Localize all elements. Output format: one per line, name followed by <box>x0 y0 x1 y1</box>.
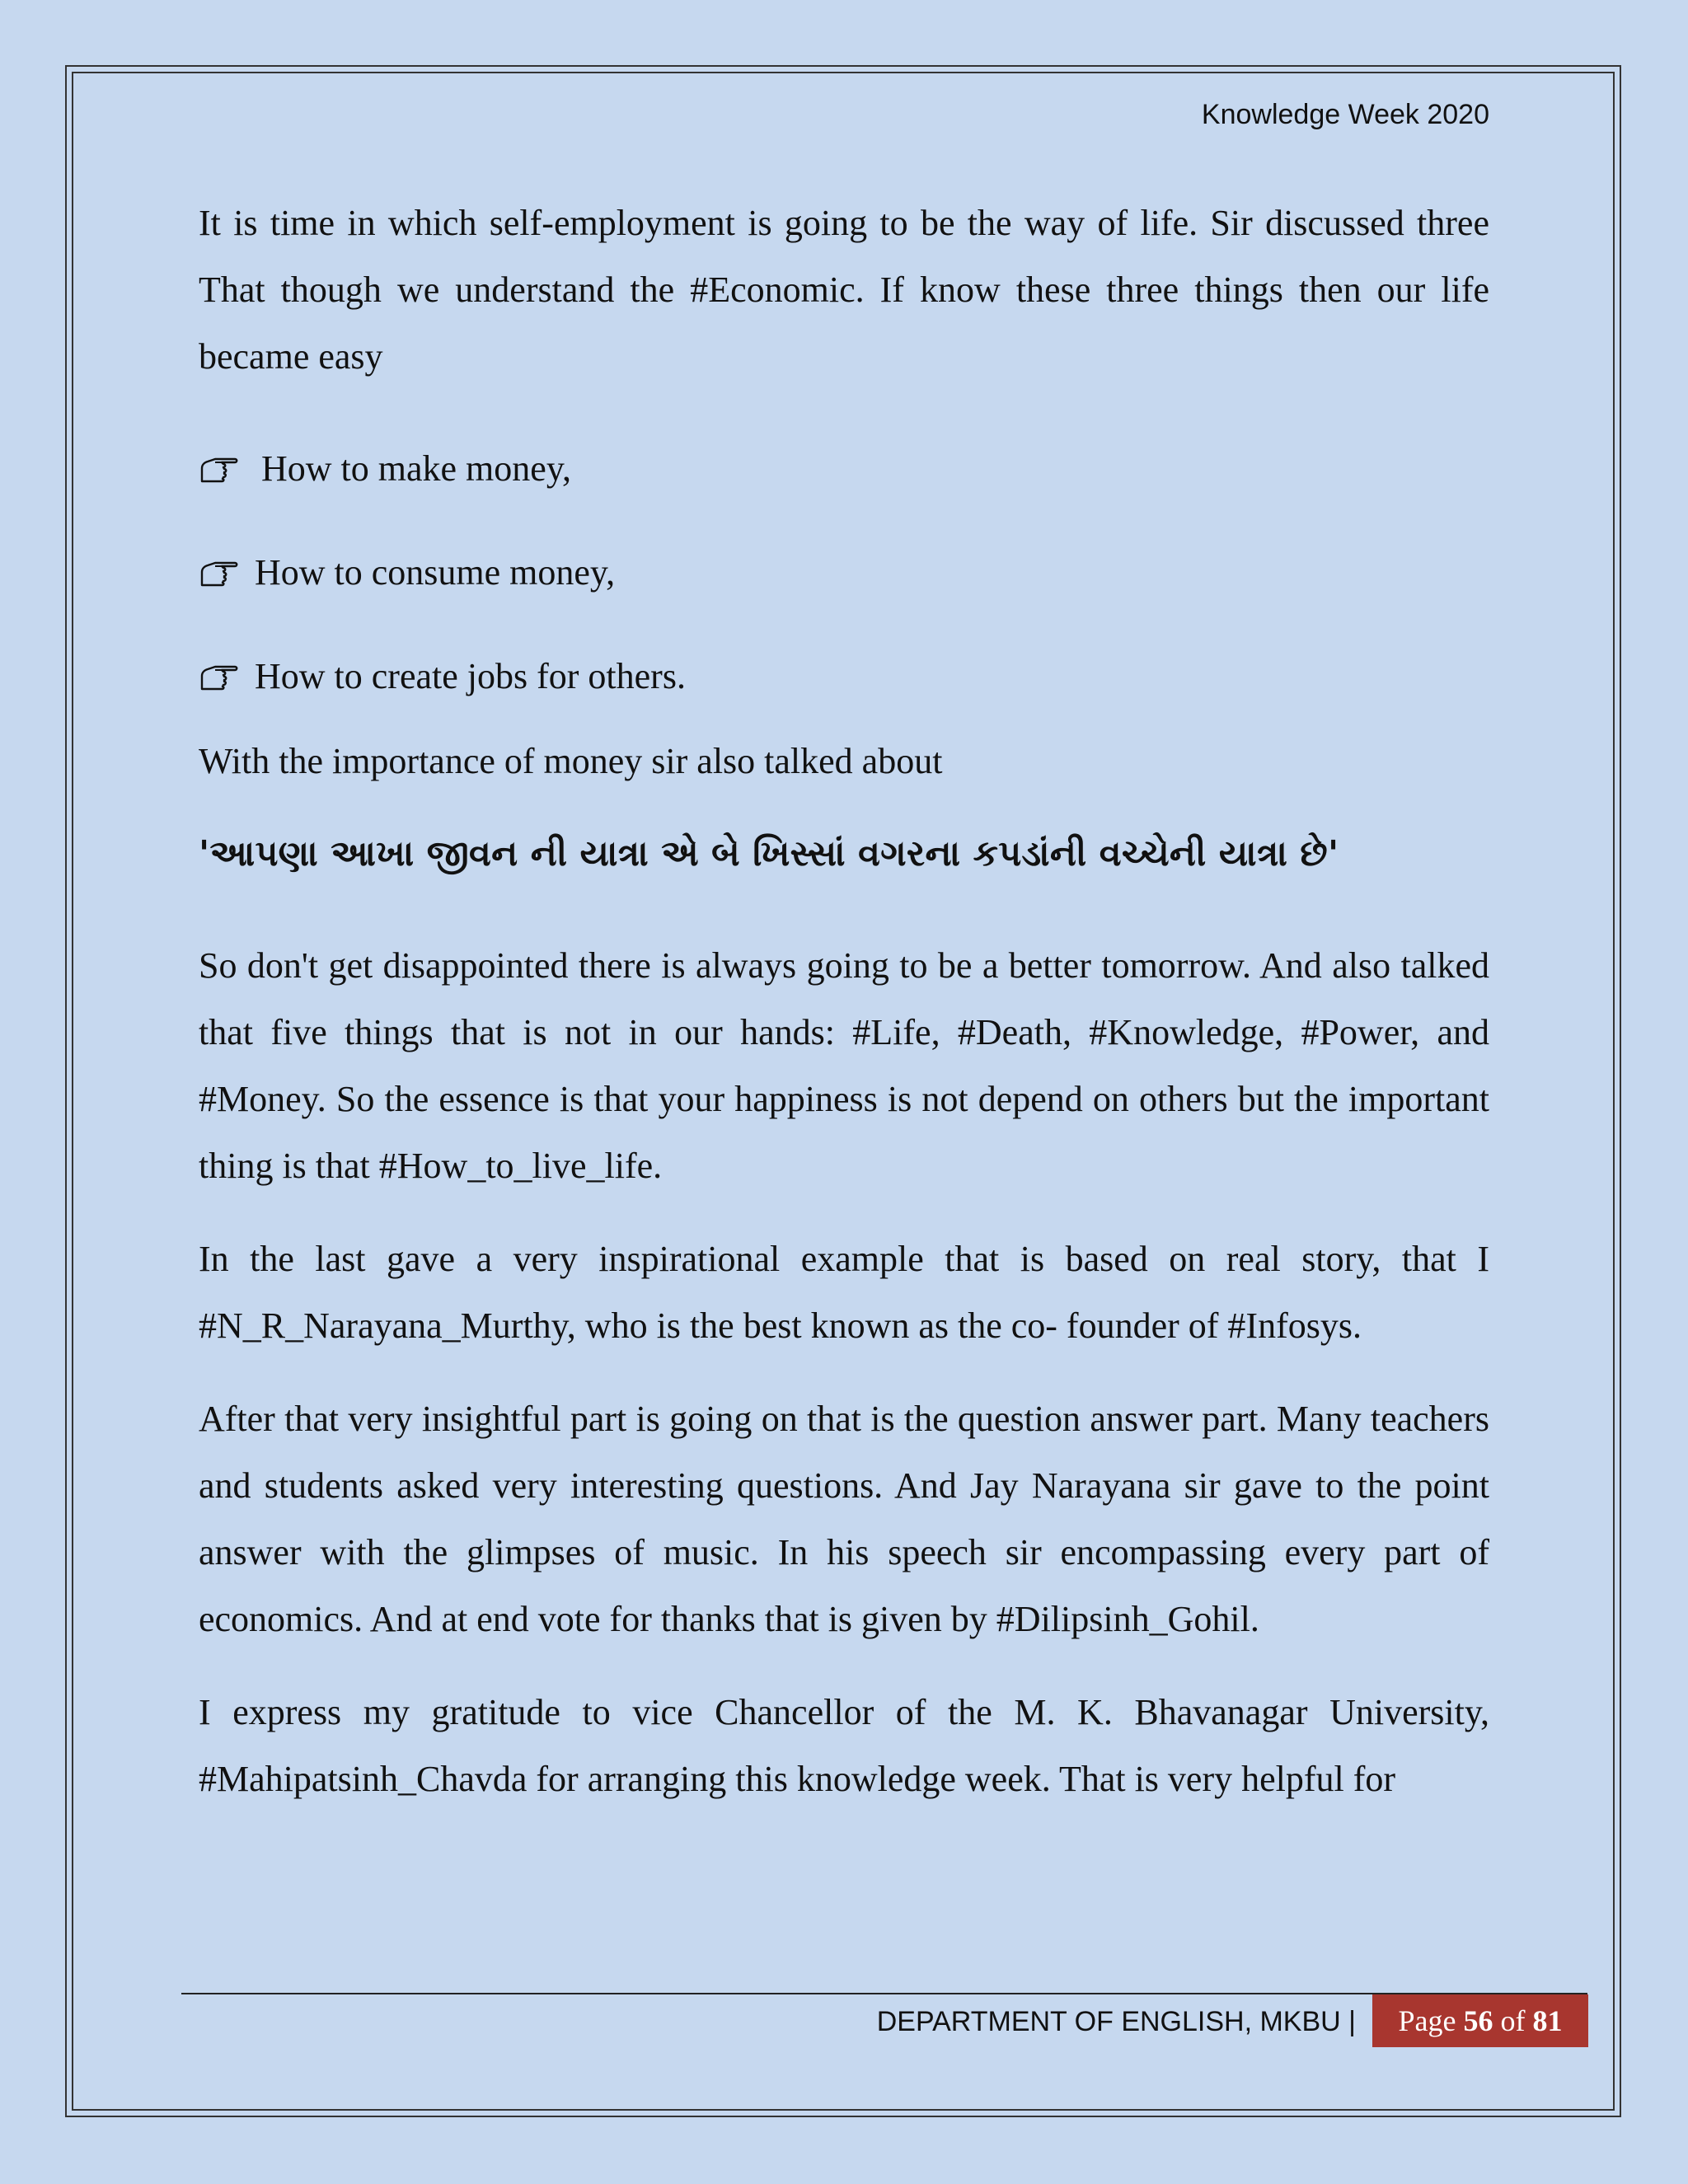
page-header: Knowledge Week 2020 <box>1201 99 1489 130</box>
paragraph-4: In the last gave a very inspirational example that is based on real story, that I #N_R_Narayana_Murthy, who is the best known as the co- founder of #Infosys. <box>199 1239 1489 1346</box>
page-total: 81 <box>1532 2004 1563 2037</box>
page-number-badge <box>1372 1994 1588 2047</box>
page-of: of <box>1500 2004 1526 2037</box>
footer-department: DEPARTMENT OF ENGLISH, MKBU | <box>876 2006 1356 2037</box>
paragraph-3: So don't get disappointed there is always going to be a better tomorrow. And also talked that five things that is not in our hands: #Life, #Death, #Knowledge, #Power, and #Money. So the essence is that your happiness is not depend on others but the important thing is that #How_to_live_life. <box>199 945 1489 1186</box>
pointing-hand-icon <box>199 555 248 588</box>
bullet-item <box>199 624 1489 728</box>
bullet-text: How to consume money, <box>255 551 616 593</box>
bullet-item <box>199 520 1489 624</box>
page-content <box>199 190 1489 1839</box>
page-number: 56 <box>1463 2004 1493 2037</box>
paragraph-6: I express my gratitude to vice Chancellor of the M. K. Bhavanagar University, #Mahipatsinh_Chavda for arranging this knowledge week. That is very helpful for <box>199 1692 1489 1799</box>
bullet-text: How to make money, <box>261 448 571 489</box>
gujarati-quote: 'આપણા આખા જીવન ની યાત્રા એ બે ખિસ્સાં વગરના કપડાંની વચ્ચેની યાત્રા છે' <box>199 833 1339 874</box>
pointing-hand-icon <box>199 659 248 692</box>
page-label: Page <box>1398 2004 1456 2037</box>
bullet-item <box>199 416 1489 520</box>
paragraph-2: With the importance of money sir also talked about <box>199 741 943 781</box>
pointing-hand-icon <box>199 452 248 485</box>
paragraph-1: It is time in which self-employment is going to be the way of life. Sir discussed three That though we understand the #Economic. If know these three things then our life became easy <box>199 203 1489 377</box>
bullet-text: How to create jobs for others. <box>255 655 686 696</box>
paragraph-5: After that very insightful part is going on that is the question answer part. Many teachers and students asked very interesting questions. And Jay Narayana sir gave to the point answer with the glimpses of music. In his speech sir encompassing every part of economics. And at end vote for thanks that is given by #Dilipsinh_Gohil. <box>199 1399 1489 1639</box>
